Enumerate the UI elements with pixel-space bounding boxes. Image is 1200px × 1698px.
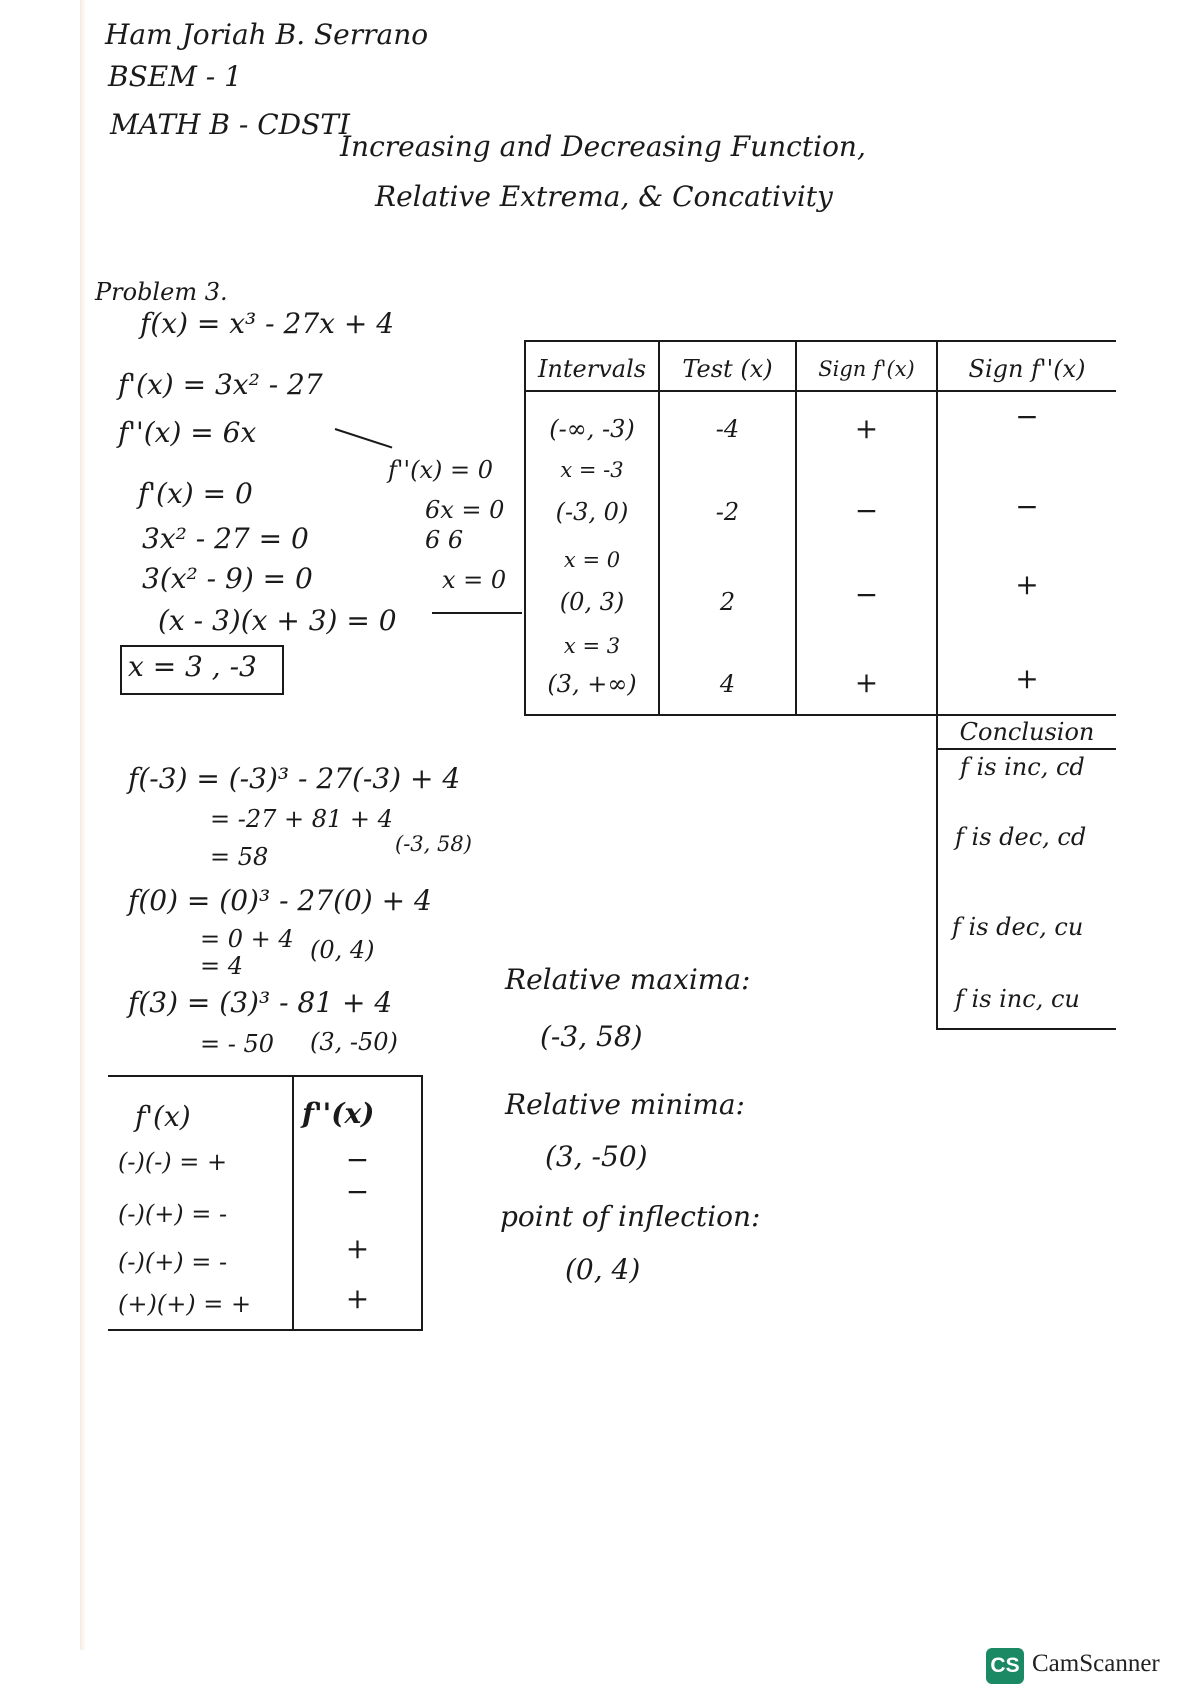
arrow-to-table (432, 612, 522, 614)
table-col-line-2 (658, 340, 660, 716)
header-sign-first: Sign f'(x) (818, 357, 915, 381)
sign-header-fdouble: f''(x) (302, 1097, 375, 1130)
second-derivative: f''(x) = 6x (118, 416, 257, 449)
table-row-1-sign2: − (1015, 400, 1039, 433)
conclusion-header: Conclusion (959, 718, 1095, 746)
table-row-4-sign1: + (854, 666, 879, 699)
table-col-line-3 (795, 340, 797, 716)
min-label: Relative minima: (505, 1088, 745, 1121)
sign-row-3-fdouble: + (345, 1232, 370, 1265)
table-row-2-interval: (-3, 0) (555, 498, 629, 526)
paper-edge-shadow (80, 0, 86, 1650)
camscanner-logo: CS (986, 1648, 1024, 1684)
eval-line-1: f(-3) = (-3)³ - 27(-3) + 4 (128, 762, 461, 795)
table-row-3-test: 2 (719, 588, 736, 616)
table-row-2-test: -2 (715, 498, 740, 526)
course-label: BSEM - 1 (108, 60, 242, 93)
eval-line-2: = -27 + 81 + 4 (210, 805, 393, 833)
max-value: (-3, 58) (540, 1020, 643, 1053)
sign-table-right-border (421, 1075, 423, 1331)
student-name: Ham Joriah B. Serrano (105, 18, 429, 51)
sign-header-fprime: f'(x) (135, 1100, 191, 1133)
table-header-border (524, 390, 1116, 392)
eval-line-4: f(0) = (0)³ - 27(0) + 4 (128, 884, 432, 917)
sign-row-4-fprime: (+)(+) = + (118, 1290, 252, 1318)
header-intervals: Intervals (537, 355, 647, 383)
point-min: (3, -50) (310, 1028, 398, 1056)
first-derivative: f'(x) = 3x² - 27 (118, 368, 323, 401)
table-row-1-test: -4 (715, 415, 740, 443)
sign-table-bottom-border (108, 1329, 423, 1331)
point-max: (-3, 58) (395, 832, 472, 856)
critical-line-4: (x - 3)(x + 3) = 0 (158, 604, 397, 637)
arrow-to-inflection (335, 428, 393, 448)
table-top-border (524, 340, 1116, 342)
problem-function: f(x) = x³ - 27x + 4 (140, 307, 395, 340)
eval-line-5: = 0 + 4 (200, 925, 294, 953)
critical-line-3: 3(x² - 9) = 0 (142, 562, 313, 595)
inflection-line-1: f''(x) = 0 (388, 456, 493, 484)
boundary-2: x = 0 (563, 548, 621, 572)
conclusion-item-1: f is inc, cd (960, 753, 1085, 781)
critical-roots: x = 3 , -3 (128, 650, 257, 683)
table-row-4-test: 4 (719, 670, 736, 698)
sign-row-3-fprime: (-)(+) = - (118, 1248, 228, 1276)
conclusion-bottom-border (936, 1028, 1116, 1030)
eval-line-6: = 4 (200, 952, 244, 980)
max-label: Relative maxima: (505, 963, 751, 996)
table-row-3-sign1: − (854, 578, 879, 611)
table-row-3-interval: (0, 3) (559, 588, 625, 616)
conclusion-item-3: f is dec, cu (952, 913, 1084, 941)
sign-table-top-border (108, 1075, 423, 1077)
sign-row-2-fprime: (-)(+) = - (118, 1200, 228, 1228)
inflection-line-4: x = 0 (442, 566, 507, 594)
table-row-2-sign2: − (1015, 490, 1039, 523)
title-line-2: Relative Extrema, & Concativity (375, 180, 833, 213)
header-test: Test (x) (682, 355, 773, 383)
table-row-1-sign1: + (854, 412, 879, 445)
table-row-3-sign2: + (1015, 568, 1039, 601)
sign-row-4-fdouble: + (345, 1282, 370, 1315)
problem-label: Problem 3. (95, 278, 228, 306)
sign-row-1-fdouble: − (345, 1143, 370, 1176)
eval-line-3: = 58 (210, 843, 269, 871)
table-col-line-1 (524, 340, 526, 716)
inflection-line-2: 6x = 0 (425, 496, 505, 524)
min-value: (3, -50) (545, 1140, 648, 1173)
boundary-3: x = 3 (563, 634, 621, 658)
conclusion-header-border (936, 748, 1116, 750)
title-line-1: Increasing and Decreasing Function, (340, 130, 866, 163)
header-sign-second: Sign f''(x) (968, 355, 1086, 383)
eval-line-8: = - 50 (200, 1030, 275, 1058)
sign-row-2-fdouble: − (345, 1175, 370, 1208)
camscanner-brand: CamScanner (1032, 1650, 1160, 1677)
critical-line-1: f'(x) = 0 (138, 477, 253, 510)
sign-row-1-fprime: (-)(-) = + (118, 1148, 228, 1176)
conclusion-item-4: f is inc, cu (955, 985, 1080, 1013)
table-row-4-interval: (3, +∞) (547, 670, 637, 698)
eval-line-7: f(3) = (3)³ - 81 + 4 (128, 986, 393, 1019)
boundary-1: x = -3 (560, 458, 624, 482)
table-row-4-sign2: + (1015, 662, 1039, 695)
subject-label: MATH B - CDSTI (110, 108, 350, 141)
point-inflection: (0, 4) (310, 936, 375, 964)
table-row-1-interval: (-∞, -3) (549, 415, 635, 443)
critical-line-2: 3x² - 27 = 0 (142, 522, 309, 555)
inflection-line-3: 6 6 (425, 526, 464, 554)
inflection-label: point of inflection: (500, 1200, 761, 1233)
table-bottom-border (524, 714, 1116, 716)
inflection-value: (0, 4) (565, 1253, 641, 1286)
conclusion-item-2: f is dec, cd (955, 823, 1087, 851)
table-row-2-sign1: − (854, 494, 879, 527)
